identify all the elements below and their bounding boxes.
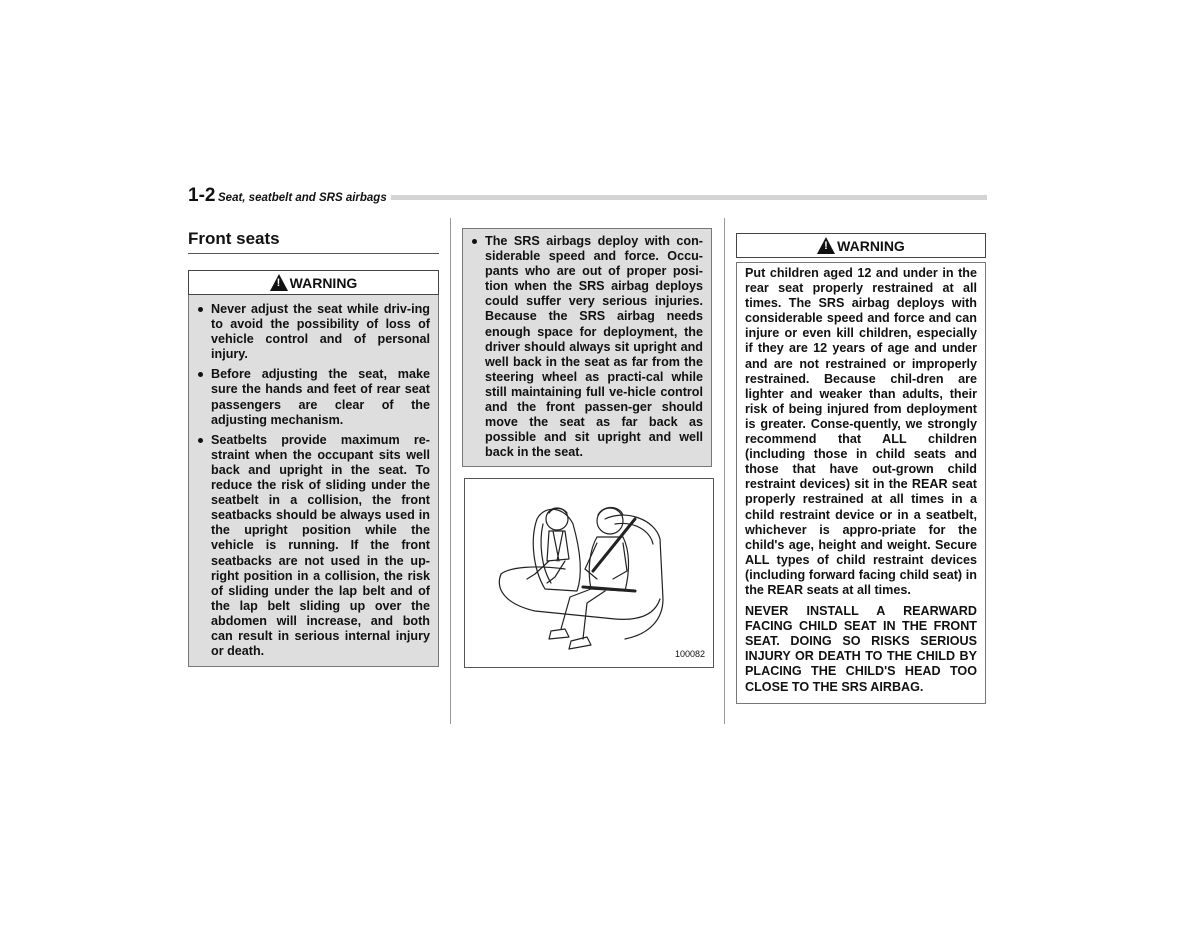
warning-header bbox=[736, 233, 986, 258]
child-warning-box bbox=[736, 262, 986, 704]
page-number: 1-2 bbox=[188, 184, 218, 208]
children-in-car-seat-drawing bbox=[465, 479, 713, 667]
caution-box bbox=[462, 228, 712, 467]
warning-header bbox=[188, 270, 439, 295]
warning-bullet: Never adjust the seat while driv-ing to avoid the possibility of loss of vehicle control and of personal injury. bbox=[197, 302, 430, 362]
warning-label: WARNING bbox=[289, 274, 358, 291]
warning-bullet: Seatbelts provide maximum re-straint when the occupant sits well back and upright in the seat. To reduce the risk of sliding under the seatbelt in a collision, the front seatbacks should be always used in the upright position while the vehicle is running. If the front seatbacks are not used in the up-right position in a collision, the risk of sliding under the lap belt and of the lap belt sliding up over the abdomen will increase, and both can result in serious internal injury or death. bbox=[197, 433, 430, 659]
warning-paragraph-caps: NEVER INSTALL A REARWARD FACING CHILD SEAT IN THE FRONT SEAT. DOING SO RISKS SERIOUS INJURY OR DEATH TO THE CHILD BY PLACING THE CHILD'S HEAD TOO CLOSE TO THE SRS AIRBAG. bbox=[745, 604, 977, 694]
column-divider-2 bbox=[724, 218, 725, 724]
figure-id: 100082 bbox=[674, 649, 705, 659]
warning-label: WARNING bbox=[837, 237, 905, 254]
warning-paragraph: Put children aged 12 and under in the rear seat properly restrained at all times. The SRS airbag deploys with considerable speed and force and can injure or even kill children, especially if they are 12 years of age and under and are not restrained or improperly restrained. Because chil-dren are lighter and weaker than adults, their risk of being injured from deployment is greater. Conse-quently, we strongly recommend that ALL children (including those in child seats and those that have out-grown child restraint devices) sit in the REAR seat properly restrained at all times in a child restraint device or in a seatbelt, whichever is appro-priate for the child's age, height and weight. Secure ALL types of child restraint devices (including forward facing child seat) in the REAR seats at all times. bbox=[745, 266, 977, 597]
warning-triangle-icon bbox=[270, 274, 288, 291]
warning-triangle-icon bbox=[817, 237, 835, 254]
section-title: Seat, seatbelt and SRS airbags bbox=[218, 191, 391, 205]
warning-bullet: Before adjusting the seat, make sure the hands and feet of rear seat passengers are clear of the adjusting mechanism. bbox=[197, 367, 430, 427]
page-title: Front seats bbox=[188, 228, 439, 254]
right-column bbox=[736, 233, 986, 704]
middle-column bbox=[462, 228, 712, 467]
column-divider-1 bbox=[450, 218, 451, 724]
left-column bbox=[188, 228, 439, 667]
caution-bullet: The SRS airbags deploy with con-siderable speed and force. Occu-pants who are out of proper posi-tion when the SRS airbag deploys could suffer very serious injuries. Because the SRS airbag needs enough space for deployment, the driver should always sit upright and well back in the seat as far from the steering wheel as practi-cal while still maintaining full ve-hicle control and the front passen-ger should move the seat as far back as possible and sit upright and well back in the seat. bbox=[471, 234, 703, 460]
warning-box bbox=[188, 295, 439, 667]
child-seat-illustration bbox=[464, 478, 714, 668]
